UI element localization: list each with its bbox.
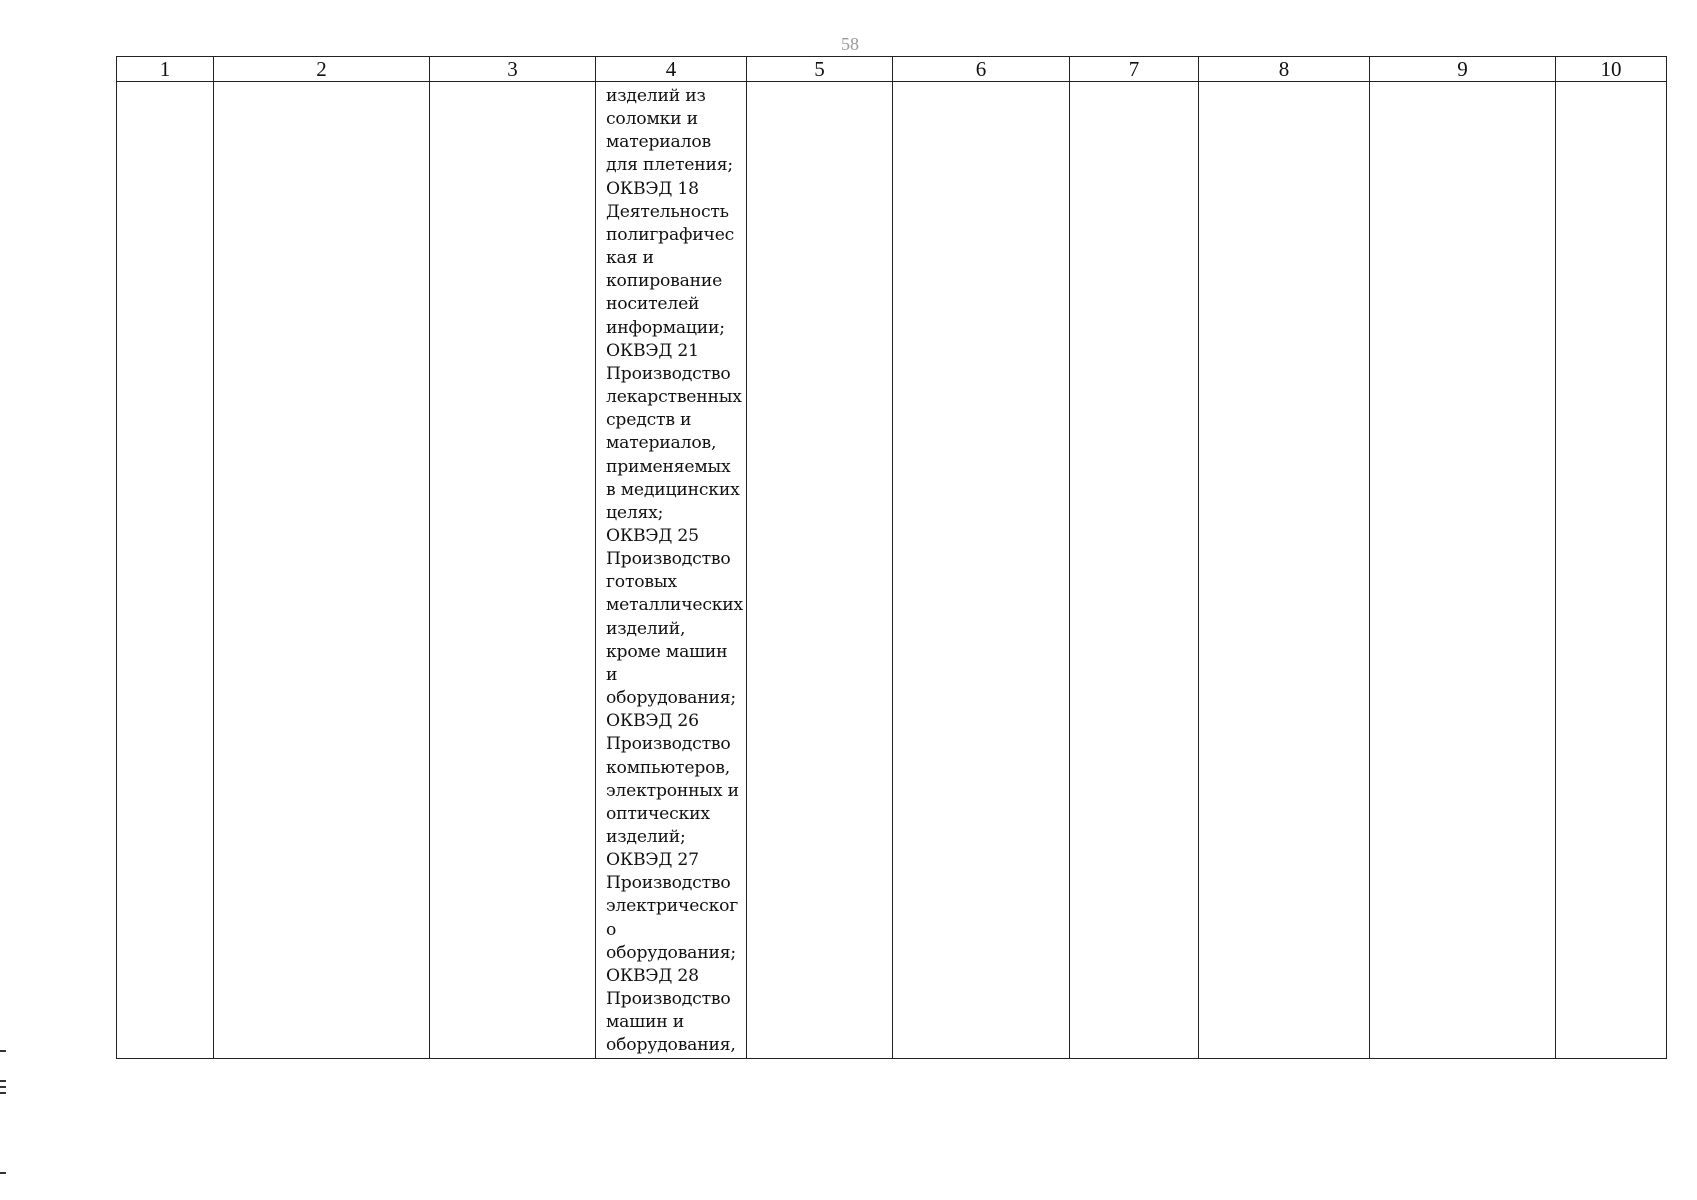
activity-codes-text	[596, 82, 746, 1058]
text-line: ОКВЭД 18	[606, 178, 699, 199]
text-line: кроме машин	[606, 641, 728, 662]
text-line: изделий из	[606, 86, 706, 106]
table-row	[117, 82, 1667, 1059]
text-line: применяемых	[606, 456, 731, 477]
table-cell-col9	[1370, 82, 1556, 1059]
text-line: о	[606, 919, 617, 940]
table-cell-col5	[747, 82, 893, 1059]
text-line: машин и	[606, 1012, 685, 1033]
text-line: Деятельность	[606, 201, 729, 222]
text-line: Производство	[606, 363, 731, 384]
text-line: металлических	[606, 595, 744, 616]
text-line: и	[606, 664, 618, 685]
text-line: копирование	[606, 271, 723, 292]
data-table	[116, 56, 1667, 1059]
table-cell-col1	[117, 82, 214, 1059]
text-line: изделий,	[606, 618, 686, 639]
text-line: электрическог	[606, 896, 739, 917]
text-line: средств и	[606, 410, 692, 431]
text-line: информации;	[606, 317, 725, 338]
text-line: целях;	[606, 502, 664, 523]
text-line: готовых	[606, 572, 677, 593]
column-header-5: 5	[747, 57, 893, 82]
page-number: 58	[841, 34, 859, 54]
text-line: ОКВЭД 26	[606, 711, 699, 732]
text-line: оборудования;	[606, 942, 736, 963]
column-header-6: 6	[893, 57, 1070, 82]
table-cell-col10	[1556, 82, 1667, 1059]
text-line: ОКВЭД 21	[606, 340, 699, 361]
text-line: компьютеров,	[606, 757, 731, 778]
text-line: изделий;	[606, 827, 686, 847]
column-header-9: 9	[1370, 57, 1556, 82]
text-line: лекарственных	[606, 387, 742, 408]
table-cell-col3	[430, 82, 596, 1059]
text-line: для плетения;	[606, 155, 733, 176]
text-line: соломки и	[606, 109, 698, 130]
text-line: Производство	[606, 549, 731, 570]
text-line: носителей	[606, 294, 700, 315]
column-header-10: 10	[1556, 57, 1667, 82]
text-line: кая и	[606, 248, 654, 269]
table-cell-col4	[596, 82, 747, 1059]
margin-mark	[0, 1172, 6, 1174]
text-line: полиграфичес	[606, 224, 735, 245]
column-header-4: 4	[596, 57, 747, 82]
text-line: оборудования;	[606, 688, 736, 709]
table-cell-col2	[214, 82, 430, 1059]
column-header-1: 1	[117, 57, 214, 82]
text-line: Производство	[606, 873, 731, 894]
table-cell-col7	[1070, 82, 1199, 1059]
text-line: электронных и	[606, 780, 739, 801]
text-line: Производство	[606, 734, 731, 755]
column-header-3: 3	[430, 57, 596, 82]
text-line: Производство	[606, 989, 731, 1010]
text-line: материалов,	[606, 433, 717, 454]
header-row	[117, 57, 1667, 82]
margin-mark	[0, 1092, 6, 1094]
text-line: в медицинских	[606, 479, 740, 500]
margin-marks	[0, 1050, 8, 1180]
text-line: ОКВЭД 28	[606, 965, 699, 986]
column-header-7: 7	[1070, 57, 1199, 82]
column-header-2: 2	[214, 57, 430, 82]
margin-mark	[0, 1080, 6, 1082]
table-cell-col6	[893, 82, 1070, 1059]
text-line: ОКВЭД 25	[606, 525, 699, 546]
text-line: материалов	[606, 132, 711, 153]
table-cell-col8	[1199, 82, 1370, 1059]
text-line: ОКВЭД 27	[606, 850, 699, 871]
text-line: оптических	[606, 803, 710, 824]
column-header-8: 8	[1199, 57, 1370, 82]
margin-mark	[0, 1050, 6, 1052]
text-line: оборудования,	[606, 1035, 736, 1056]
margin-mark	[0, 1086, 6, 1088]
